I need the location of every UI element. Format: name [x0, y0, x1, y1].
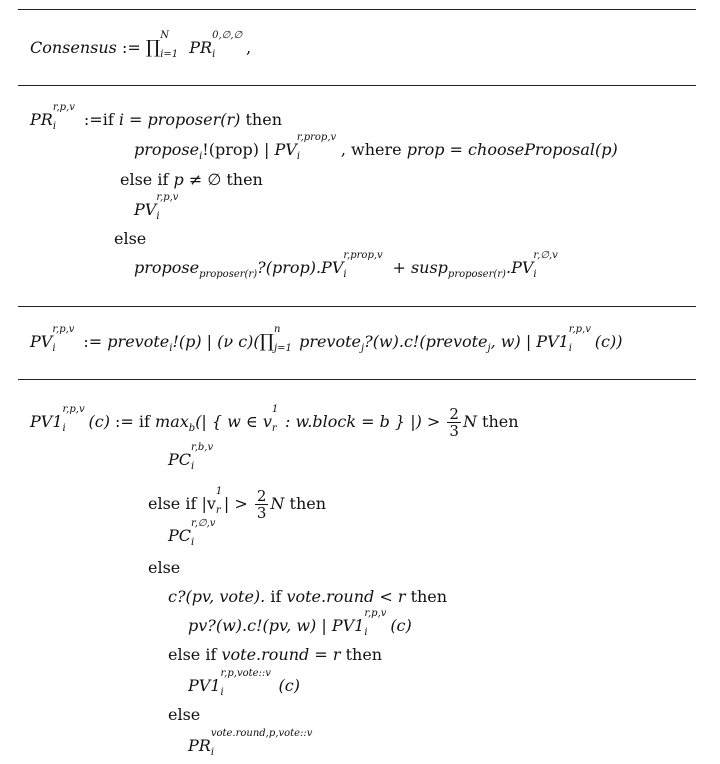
pr-l6-pv2: PV — [511, 258, 534, 277]
pv1-line-9 — [188, 668, 300, 698]
pr-l6-plus: + — [387, 258, 411, 277]
pv1-else-2: else — [168, 705, 201, 724]
pv1-l3-v-sub: r — [215, 505, 221, 516]
pv1-l4-pc: PC — [168, 526, 192, 545]
pr-l4-sup: r,p,v — [156, 192, 179, 203]
pv1-l6-if: if — [270, 587, 287, 606]
pv1-lhs-sub: i — [62, 423, 66, 434]
pr-lhs-sup: r,p,v — [52, 102, 75, 113]
pr-l6-pv: PV — [321, 258, 344, 277]
rule-after-consensus — [18, 85, 696, 86]
pv1-l6-vote-round: vote.round — [286, 587, 375, 606]
pr-line-1 — [30, 102, 282, 132]
pr-l6-dot: . — [505, 258, 512, 277]
pv1-l11-sub: i — [210, 747, 215, 758]
pv1-lhs-sup: r,p,v — [62, 404, 85, 415]
pv1-frac-num: 2 — [449, 405, 459, 423]
pv1-l3-gt: | > — [223, 494, 253, 513]
pv-pv1-sup: r,p,v — [568, 324, 591, 335]
pr-else: else — [114, 229, 147, 248]
pv1-line-4 — [168, 518, 217, 548]
pv1-max-sub: b — [188, 422, 196, 434]
pr-then: then — [240, 110, 282, 129]
consensus-lhs: Consensus — [30, 38, 117, 57]
rule-top — [18, 9, 696, 10]
pv1-v-sup: 1 — [271, 404, 279, 415]
pv1-l3-n: N — [270, 494, 285, 513]
pv1-l3-v-sup: 1 — [215, 486, 223, 497]
pv-prod-upper: n — [273, 324, 281, 335]
pr-cond-eq: = — [123, 110, 148, 129]
pv1-l3-elseif: else if |v — [148, 494, 216, 513]
pv1-line-3 — [148, 488, 326, 521]
rule-after-pr — [18, 306, 696, 307]
assign-symbol: := — [116, 38, 146, 57]
pv1-line-6 — [168, 587, 447, 607]
pr-l2-choose: chooseProposal — [468, 140, 596, 159]
pr-l2-b: !(prop) | — [202, 140, 275, 159]
pv-b: !(p) | (ν c)( — [172, 332, 260, 351]
pv1-l8-eq: = — [309, 645, 333, 664]
pv1-l7-arg: (c) — [390, 616, 412, 635]
pr-cond-i: i — [118, 110, 124, 129]
pr-l4-pv: PV — [134, 200, 157, 219]
pv-lhs-sup: r,p,v — [52, 324, 75, 335]
product-symbol: ∏ — [145, 37, 161, 58]
pv1-line-11 — [188, 728, 321, 758]
pv-e: , w) | — [490, 332, 537, 351]
pv1-l8-elseif: else if — [168, 645, 222, 664]
pv1-l2-pc: PC — [168, 450, 192, 469]
pv1-l4-sub: i — [191, 537, 195, 548]
pr-line-4 — [134, 192, 182, 222]
pv1-line-1 — [30, 406, 519, 439]
pr-l6-susp-sub: proposer(r) — [447, 268, 506, 280]
pr-term: PR — [189, 38, 213, 57]
pv1-l3-then: then — [284, 494, 327, 513]
pr-line-5 — [114, 229, 146, 249]
pv1-l6-receive: c?(pv, vote). — [168, 587, 271, 606]
pr-line-6 — [134, 250, 563, 280]
pv1-line-7 — [188, 608, 412, 638]
pr-l6-pv-sub: i — [343, 269, 347, 280]
pv1-l3-frac-den: 3 — [256, 504, 267, 522]
pr-l2-prop: prop — [406, 140, 445, 159]
pv1-assign-if: := if — [109, 412, 156, 431]
pv-d-sub: j — [487, 342, 491, 354]
pv1-l2-sub: i — [191, 461, 195, 472]
pr-line-3 — [120, 170, 263, 190]
pv-pv1: PV1 — [536, 332, 569, 351]
pr-l6-susp: susp — [410, 258, 448, 277]
pr-l3-p: p — [173, 170, 184, 189]
propose-sub: i — [199, 150, 203, 162]
pv-prevote: prevote — [107, 332, 170, 351]
pr-l2-p: (p) — [595, 140, 618, 159]
pv1-then: then — [476, 412, 519, 431]
pv1-v-sub: r — [271, 423, 277, 434]
pv1-lhs: PV1 — [30, 412, 63, 431]
pv1-lhs-arg: (c) — [88, 412, 110, 431]
pr-l6-propose: propose — [134, 258, 200, 277]
pv-pv1-sub: i — [568, 343, 572, 354]
pv-definition — [30, 324, 623, 354]
pv1-l7-sup: r,p,v — [364, 608, 387, 619]
pv1-l9-sub: i — [220, 687, 224, 698]
pv1-l3-fraction — [255, 488, 269, 521]
pv1-l8-r: r — [332, 645, 341, 664]
pv1-l11-sup: vote.round,p,vote::v — [210, 728, 313, 739]
pv1-l6-lt: < — [374, 587, 398, 606]
pr-assign-if: :=if — [78, 110, 119, 129]
pr-term-sup: 0,∅,∅ — [212, 30, 243, 41]
pr-l3-neq: ≠ ∅ — [183, 170, 227, 189]
pr-l6-propose-sub: proposer(r) — [199, 268, 258, 280]
pv-prod: ∏ — [259, 331, 274, 352]
pr-l6-b: ?(prop). — [257, 258, 322, 277]
pr-lhs: PR — [30, 110, 53, 129]
pv1-l7-pv1: PV1 — [331, 616, 365, 635]
pv-c: prevote — [293, 332, 361, 351]
pv1-line-8 — [168, 645, 382, 665]
pr-l6-pv2-sup: r,∅,v — [533, 250, 558, 261]
pv1-l9-arg: (c) — [278, 676, 300, 695]
pr-l3-then: then — [226, 170, 263, 189]
pv-d: ?(w).c!(prevote — [364, 332, 488, 351]
pv1-l11-pr: PR — [188, 736, 211, 755]
pv1-n: N — [462, 412, 477, 431]
prod-upper: N — [160, 30, 169, 41]
pv1-l6-then: then — [405, 587, 448, 606]
pv1-l9-sup: r,p,vote::v — [220, 668, 271, 679]
pv1-set-mid: : w.block = b } |) > — [279, 412, 446, 431]
rule-after-pv — [18, 379, 696, 380]
prod-lower: i=1 — [160, 49, 179, 60]
pv1-l8-then: then — [340, 645, 383, 664]
pv1-l4-sup: r,∅,v — [191, 518, 216, 529]
pv1-l8-vote-round: vote.round — [221, 645, 310, 664]
pr-l2-pv-sub: i — [296, 151, 301, 162]
pv1-frac-den: 3 — [449, 422, 459, 440]
consensus-definition — [30, 30, 252, 60]
pv-lhs-sub: i — [52, 343, 56, 354]
pv1-max: max — [155, 412, 189, 431]
pv-prod-lower: j=1 — [273, 343, 292, 354]
pr-cond-r: (r) — [220, 110, 241, 129]
pr-l2-pv: PV — [274, 140, 297, 159]
pv1-l7-sub: i — [364, 627, 368, 638]
pv1-line-2 — [168, 442, 217, 472]
pr-l2-pv-sup: r,prop,v — [296, 132, 337, 143]
pr-l6-pv-sup: r,prop,v — [343, 250, 383, 261]
pr-cond-proposer: proposer — [147, 110, 221, 129]
pr-lhs-sub: i — [52, 121, 57, 132]
pr-line-2 — [134, 132, 618, 162]
pv-c-sub: j — [361, 342, 365, 354]
pv1-l7-a: pv?(w).c!(pv, w) | — [188, 616, 332, 635]
pr-l6-pv2-sub: i — [533, 269, 537, 280]
pv1-l2-sup: r,b,v — [191, 442, 214, 453]
pr-l2-where: , where — [340, 140, 407, 159]
trail-comma: , — [246, 38, 252, 57]
pv-assign: := — [78, 332, 108, 351]
pr-l2-eq: = — [444, 140, 469, 159]
pv-g: (c)) — [594, 332, 623, 351]
pv-lhs: PV — [30, 332, 53, 351]
pv1-l3-frac-num: 2 — [256, 487, 267, 505]
pr-term-sub: i — [212, 49, 216, 60]
pv-prevote-sub: i — [169, 342, 173, 354]
pv1-set-open: (| { w ∈ v — [195, 412, 272, 431]
pv1-else: else — [148, 558, 181, 577]
pv1-fraction — [447, 406, 461, 439]
pv1-line-10 — [168, 705, 200, 725]
pv1-l9-pv1: PV1 — [188, 676, 221, 695]
propose-term: propose — [134, 140, 200, 159]
pr-l4-sub: i — [156, 211, 160, 222]
pr-l3-elseif: else if — [120, 170, 174, 189]
pv1-line-5 — [148, 558, 180, 578]
pv1-l6-r: r — [397, 587, 406, 606]
